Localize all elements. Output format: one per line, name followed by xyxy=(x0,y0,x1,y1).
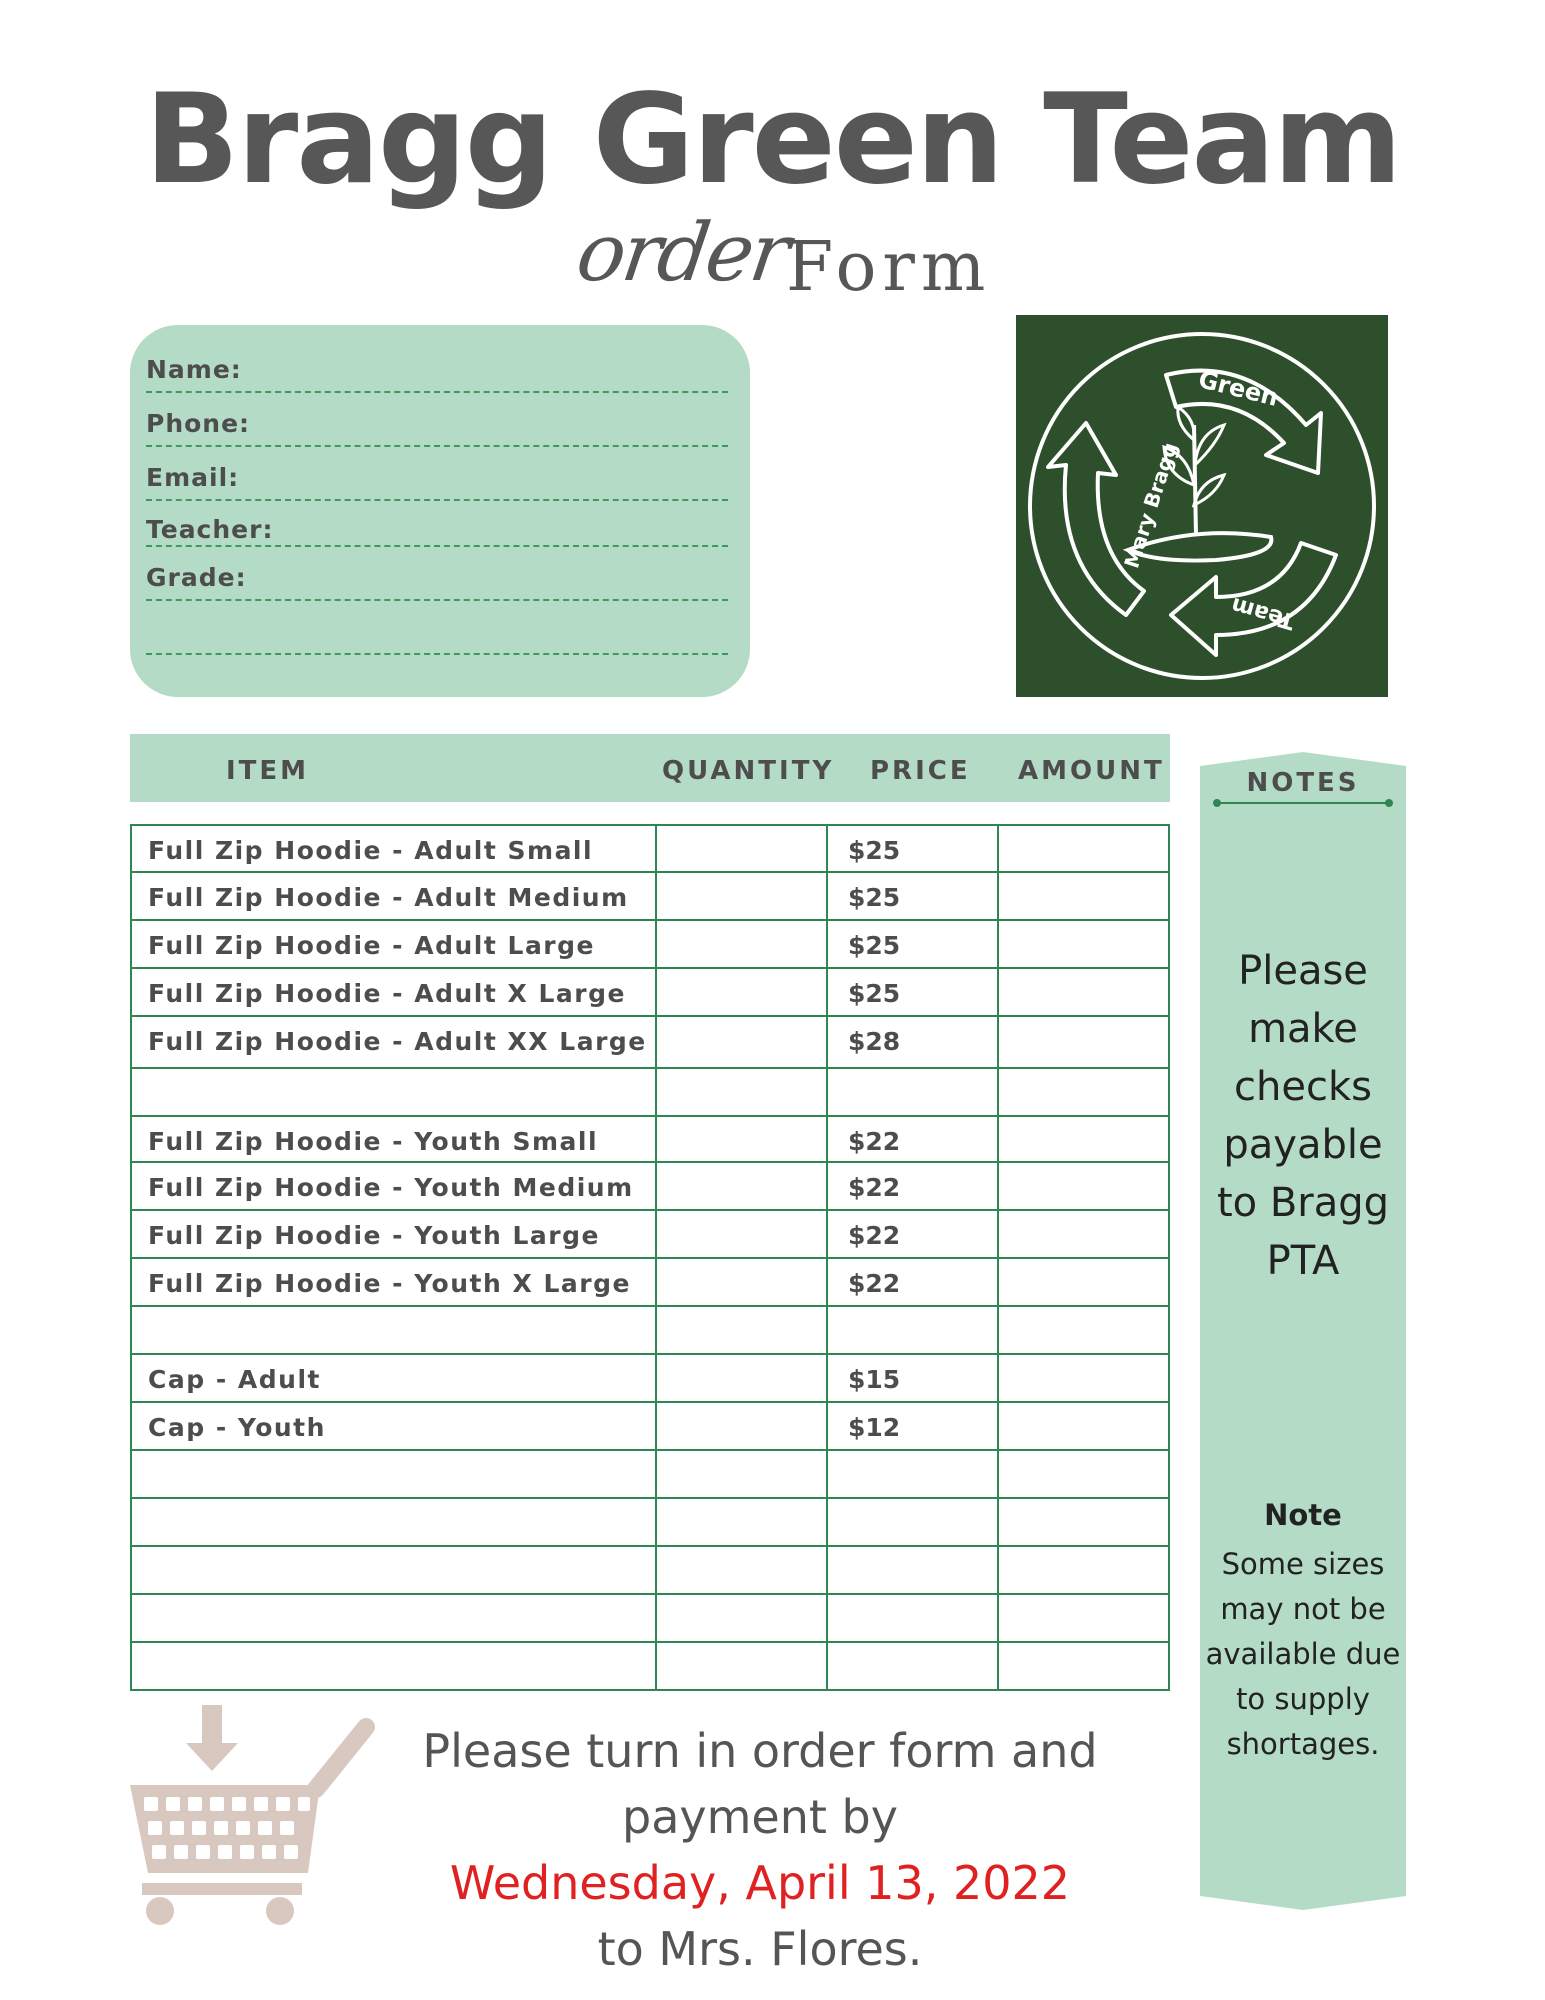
amount-cell[interactable] xyxy=(997,1449,1170,1497)
item-name: Full Zip Hoodie - Adult Small xyxy=(148,836,594,865)
item-cell xyxy=(130,1401,655,1449)
extra-field[interactable] xyxy=(146,653,728,655)
item-cell xyxy=(130,1545,655,1593)
item-name: Full Zip Hoodie - Youth Medium xyxy=(148,1173,634,1202)
amount-cell[interactable] xyxy=(997,1401,1170,1449)
teacher-label: Teacher: xyxy=(146,515,274,544)
quantity-cell[interactable] xyxy=(655,1161,826,1209)
email-label: Email: xyxy=(146,463,240,492)
item-cell xyxy=(130,871,655,919)
table-row xyxy=(130,1015,1170,1067)
item-name: Full Zip Hoodie - Adult XX Large xyxy=(148,1027,647,1056)
item-name: Cap - Youth xyxy=(148,1413,326,1442)
amount-cell[interactable] xyxy=(997,1067,1170,1115)
quantity-cell[interactable] xyxy=(655,1641,826,1689)
quantity-cell[interactable] xyxy=(655,1449,826,1497)
notes-title: NOTES xyxy=(1246,768,1360,798)
item-cell xyxy=(130,1593,655,1641)
amount-cell[interactable] xyxy=(997,919,1170,967)
page-title: Bragg Green Team xyxy=(144,68,1401,212)
price-cell xyxy=(826,1545,997,1593)
notes-divider xyxy=(1216,802,1390,804)
price-cell xyxy=(826,1067,997,1115)
notes-note-body: Some sizes may not be available due to supply shortages. xyxy=(1205,1547,1401,1761)
table-row xyxy=(130,1353,1170,1401)
amount-cell[interactable] xyxy=(997,1209,1170,1257)
quantity-cell[interactable] xyxy=(655,1305,826,1353)
quantity-cell[interactable] xyxy=(655,1497,826,1545)
price-cell xyxy=(826,824,997,871)
item-price: $22 xyxy=(848,1269,901,1298)
item-cell xyxy=(130,1257,655,1305)
item-price: $22 xyxy=(848,1127,901,1156)
grade-label: Grade: xyxy=(146,563,247,592)
quantity-cell[interactable] xyxy=(655,919,826,967)
quantity-cell[interactable] xyxy=(655,1593,826,1641)
item-cell xyxy=(130,919,655,967)
item-price: $25 xyxy=(848,883,901,912)
footer-line-2: payment by xyxy=(622,1790,898,1844)
amount-cell[interactable] xyxy=(997,1545,1170,1593)
item-price: $15 xyxy=(848,1365,901,1394)
price-cell xyxy=(826,919,997,967)
amount-cell[interactable] xyxy=(997,871,1170,919)
table-row xyxy=(130,1257,1170,1305)
price-cell xyxy=(826,1593,997,1641)
table-row xyxy=(130,1449,1170,1497)
table-row xyxy=(130,1641,1170,1689)
quantity-cell[interactable] xyxy=(655,1115,826,1161)
price-cell xyxy=(826,967,997,1015)
amount-cell[interactable] xyxy=(997,1593,1170,1641)
item-cell xyxy=(130,1115,655,1161)
amount-cell[interactable] xyxy=(997,824,1170,871)
item-price: $12 xyxy=(848,1413,901,1442)
quantity-cell[interactable] xyxy=(655,1209,826,1257)
price-cell xyxy=(826,1497,997,1545)
item-name: Full Zip Hoodie - Adult X Large xyxy=(148,979,626,1008)
amount-cell[interactable] xyxy=(997,1115,1170,1161)
quantity-cell[interactable] xyxy=(655,1015,826,1067)
quantity-cell[interactable] xyxy=(655,824,826,871)
price-cell xyxy=(826,1401,997,1449)
item-cell xyxy=(130,1641,655,1689)
amount-cell[interactable] xyxy=(997,1257,1170,1305)
table-row xyxy=(130,1401,1170,1449)
logo-text-green: Green xyxy=(1195,365,1282,412)
amount-cell[interactable] xyxy=(997,1305,1170,1353)
quantity-cell[interactable] xyxy=(655,871,826,919)
amount-cell[interactable] xyxy=(997,1497,1170,1545)
table-header xyxy=(130,734,1170,802)
price-cell xyxy=(826,871,997,919)
table-row xyxy=(130,1497,1170,1545)
table-row xyxy=(130,967,1170,1015)
divider-dot-icon xyxy=(1213,799,1221,807)
teacher-field[interactable] xyxy=(146,545,728,547)
col-header-quantity: QUANTITY xyxy=(662,756,835,786)
item-cell xyxy=(130,1067,655,1115)
item-cell xyxy=(130,824,655,871)
shopping-cart-icon xyxy=(130,1705,380,1935)
amount-cell[interactable] xyxy=(997,1015,1170,1067)
price-cell xyxy=(826,1161,997,1209)
item-price: $28 xyxy=(848,1027,901,1056)
price-cell xyxy=(826,1015,997,1067)
price-cell xyxy=(826,1353,997,1401)
price-cell xyxy=(826,1641,997,1689)
price-cell xyxy=(826,1305,997,1353)
item-name: Cap - Adult xyxy=(148,1365,321,1394)
quantity-cell[interactable] xyxy=(655,1353,826,1401)
name-field[interactable] xyxy=(146,391,728,393)
item-price: $25 xyxy=(848,836,901,865)
item-cell xyxy=(130,967,655,1015)
notes-note-heading: Note xyxy=(1264,1498,1342,1532)
item-name: Full Zip Hoodie - Adult Medium xyxy=(148,883,629,912)
price-cell xyxy=(826,1115,997,1161)
amount-cell[interactable] xyxy=(997,1161,1170,1209)
table-row xyxy=(130,1161,1170,1209)
item-cell xyxy=(130,1305,655,1353)
price-cell xyxy=(826,1257,997,1305)
price-cell xyxy=(826,1449,997,1497)
table-row xyxy=(130,1305,1170,1353)
grade-field[interactable] xyxy=(146,599,728,601)
item-cell xyxy=(130,1497,655,1545)
item-cell xyxy=(130,1015,655,1067)
table-row xyxy=(130,1067,1170,1115)
email-field[interactable] xyxy=(146,499,728,501)
item-price: $22 xyxy=(848,1221,901,1250)
table-row xyxy=(130,871,1170,919)
quantity-cell[interactable] xyxy=(655,1545,826,1593)
phone-field[interactable] xyxy=(146,445,728,447)
table-row xyxy=(130,824,1170,871)
quantity-cell[interactable] xyxy=(655,1067,826,1115)
item-cell xyxy=(130,1209,655,1257)
phone-label: Phone: xyxy=(146,409,251,438)
table-row xyxy=(130,919,1170,967)
quantity-cell[interactable] xyxy=(655,1257,826,1305)
logo-text-mary-bragg: Mary Bragg xyxy=(1119,439,1183,572)
subtitle-script: order xyxy=(571,206,793,299)
amount-cell[interactable] xyxy=(997,1353,1170,1401)
table-row xyxy=(130,1545,1170,1593)
item-name: Full Zip Hoodie - Youth Large xyxy=(148,1221,600,1250)
table-row xyxy=(130,1593,1170,1641)
col-header-price: PRICE xyxy=(870,756,971,786)
price-cell xyxy=(826,1209,997,1257)
item-name: Full Zip Hoodie - Youth X Large xyxy=(148,1269,631,1298)
logo-text-team: Team xyxy=(1228,591,1298,634)
footer-line-4: to Mrs. Flores. xyxy=(597,1922,923,1976)
amount-cell[interactable] xyxy=(997,967,1170,1015)
table-row xyxy=(130,1209,1170,1257)
item-cell xyxy=(130,1449,655,1497)
contact-info-box xyxy=(130,325,750,697)
subtitle-form: Form xyxy=(786,228,992,307)
item-cell xyxy=(130,1161,655,1209)
amount-cell[interactable] xyxy=(997,1641,1170,1689)
table-bottom-border xyxy=(130,1689,1170,1691)
col-header-amount: AMOUNT xyxy=(1018,756,1165,786)
table-row xyxy=(130,1115,1170,1161)
due-date: Wednesday, April 13, 2022 xyxy=(449,1856,1071,1910)
quantity-cell[interactable] xyxy=(655,1401,826,1449)
col-header-item: ITEM xyxy=(226,756,310,786)
item-name: Full Zip Hoodie - Adult Large xyxy=(148,931,595,960)
notes-payment-text: Please make checks payable to Bragg PTA xyxy=(1216,948,1390,1284)
notes-content xyxy=(1200,0,1406,2000)
footer-instructions xyxy=(380,1718,1140,1982)
item-cell xyxy=(130,1353,655,1401)
name-label: Name: xyxy=(146,355,242,384)
item-name: Full Zip Hoodie - Youth Small xyxy=(148,1127,599,1156)
item-price: $22 xyxy=(848,1173,901,1202)
footer-line-1: Please turn in order form and xyxy=(422,1724,1098,1778)
item-price: $25 xyxy=(848,979,901,1008)
divider-dot-icon xyxy=(1385,799,1393,807)
item-price: $25 xyxy=(848,931,901,960)
quantity-cell[interactable] xyxy=(655,967,826,1015)
